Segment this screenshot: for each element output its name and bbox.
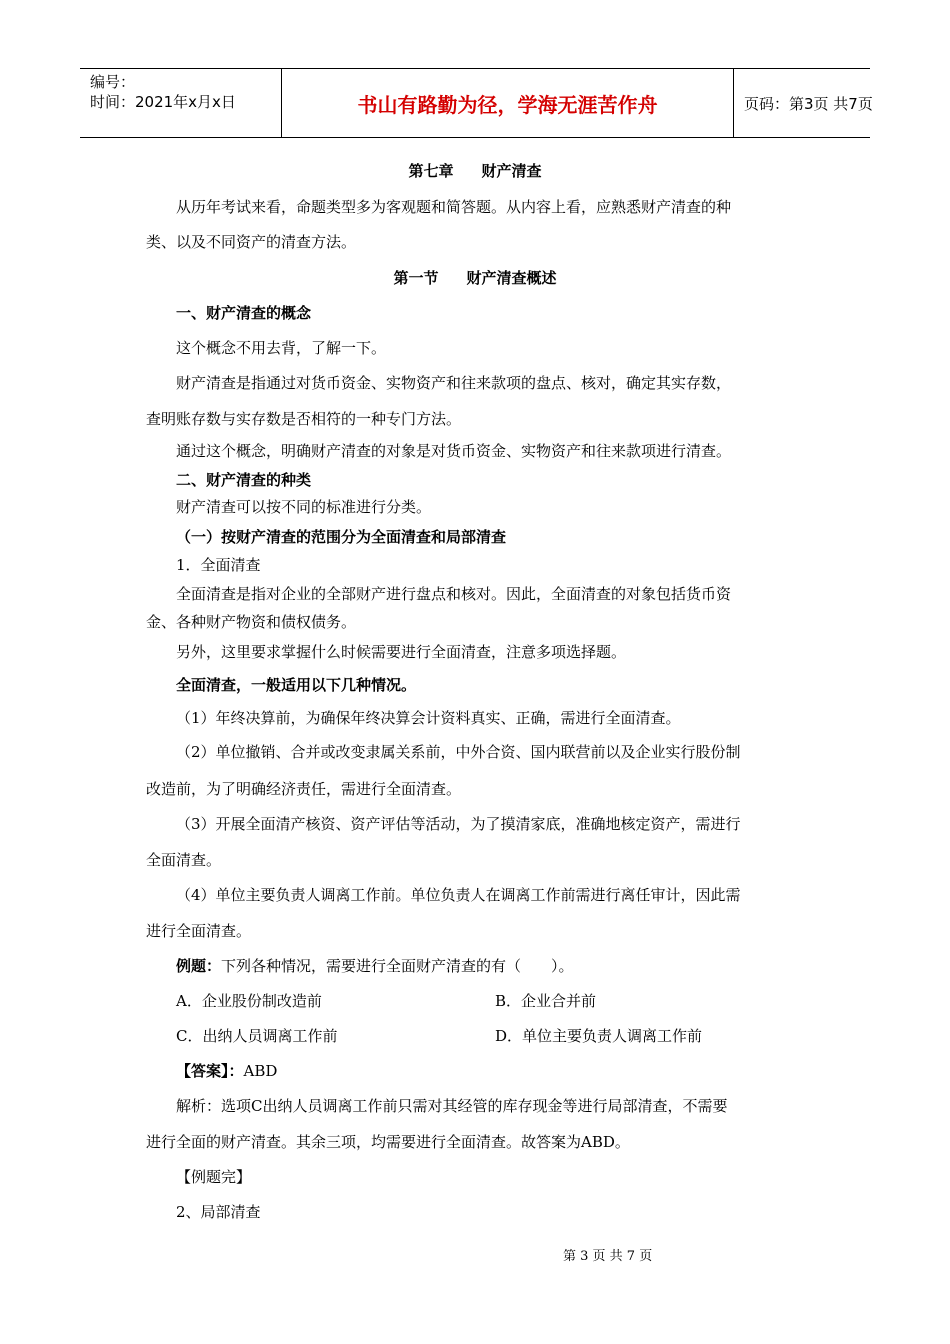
- chapter-title: 第七章: [408, 162, 454, 180]
- page-info: 页码：第3页 共7页: [744, 94, 873, 113]
- answer: [176, 1061, 950, 1081]
- page-footer: 第 3 页 共 7 页: [563, 1249, 653, 1264]
- heading-cases: 全面清查，一般适用以下几种情况。: [176, 676, 417, 694]
- option-b: B．企业合并前: [495, 992, 597, 1010]
- time-label: 时间：2021年x月x日: [90, 93, 236, 111]
- chapter-name: 财产清查: [481, 162, 542, 180]
- option-c: C．出纳人员调离工作前: [176, 1027, 338, 1045]
- paragraph: 财产清查是指通过对货币资金、实物资产和往来款项的盘点、核对，确定其实存数，: [176, 374, 732, 392]
- answer-value: ABD: [243, 1062, 278, 1080]
- section-name: 财产清查概述: [466, 269, 557, 287]
- example-end: 【例题完】: [176, 1168, 252, 1186]
- case-item: （4）单位主要负责人调离工作前。单位负责人在调离工作前需进行离任审计，因此需: [176, 886, 741, 904]
- chapter-heading: [0, 161, 950, 181]
- heading-concept: 一、财产清查的概念: [176, 304, 312, 322]
- case-item: 改造前，为了明确经济责任，需进行全面清查。: [146, 780, 462, 798]
- paragraph: 通过这个概念，明确财产清查的对象是对货币资金、实物资产和往来款项进行清查。: [176, 442, 732, 460]
- case-item: 进行全面清查。: [146, 922, 252, 940]
- paragraph: 这个概念不用去背，了解一下。: [176, 339, 387, 357]
- answer-label: 【答案】：: [176, 1062, 244, 1080]
- motto: 书山有路勤为径，学海无涯苦作舟: [357, 92, 658, 117]
- paragraph: 金、各种财产物资和债权债务。: [146, 613, 357, 631]
- paragraph: 另外，这里要求掌握什么时候需要进行全面清查，注意多项选择题。: [176, 643, 627, 661]
- analysis: 解析：选项C出纳人员调离工作前只需对其经管的库存现金等进行局部清查，不需要: [176, 1097, 728, 1115]
- option-d: D．单位主要负责人调离工作前: [495, 1027, 703, 1045]
- option-a: A．企业股份制改造前: [176, 992, 322, 1010]
- case-item: 全面清查。: [146, 851, 222, 869]
- analysis: 进行全面的财产清查。其余三项，均需要进行全面清查。故答案为ABD。: [146, 1133, 630, 1151]
- heading-scope: （一）按财产清查的范围分为全面清查和局部清查: [176, 528, 507, 546]
- example-text: 下列各种情况，需要进行全面财产清查的有（ ）。: [221, 957, 574, 975]
- intro-line-2: 类、以及不同资产的清查方法。: [146, 233, 357, 251]
- paragraph: 全面清查是指对企业的全部财产进行盘点和核对。因此，全面清查的对象包括货币资: [176, 585, 732, 603]
- section-title: 第一节: [393, 269, 439, 287]
- case-item: （1）年终决算前，为确保年终决算会计资料真实、正确，需进行全面清查。: [176, 709, 681, 727]
- page-header: [80, 68, 873, 138]
- case-item: （3）开展全面清产核资、资产评估等活动，为了摸清家底，准确地核定资产，需进行: [176, 815, 741, 833]
- intro-line-1: 从历年考试来看，命题类型多为客观题和简答题。从内容上看，应熟悉财产清查的种: [176, 198, 732, 216]
- section-heading: [0, 268, 950, 288]
- list-item: 2、局部清查: [176, 1203, 261, 1221]
- header-motto-cell: [282, 69, 734, 137]
- example-label: 例题：: [176, 957, 222, 975]
- example-question: [176, 956, 950, 976]
- list-item: 1．全面清查: [176, 556, 261, 574]
- paragraph: 财产清查可以按不同的标准进行分类。: [176, 498, 432, 516]
- heading-types: 二、财产清查的种类: [176, 471, 312, 489]
- number-label: 编号：: [90, 73, 136, 91]
- header-meta: [80, 69, 282, 137]
- paragraph: 查明账存数与实存数是否相符的一种专门方法。: [146, 410, 462, 428]
- case-item: （2）单位撤销、合并或改变隶属关系前，中外合资、国内联营前以及企业实行股份制: [176, 743, 741, 761]
